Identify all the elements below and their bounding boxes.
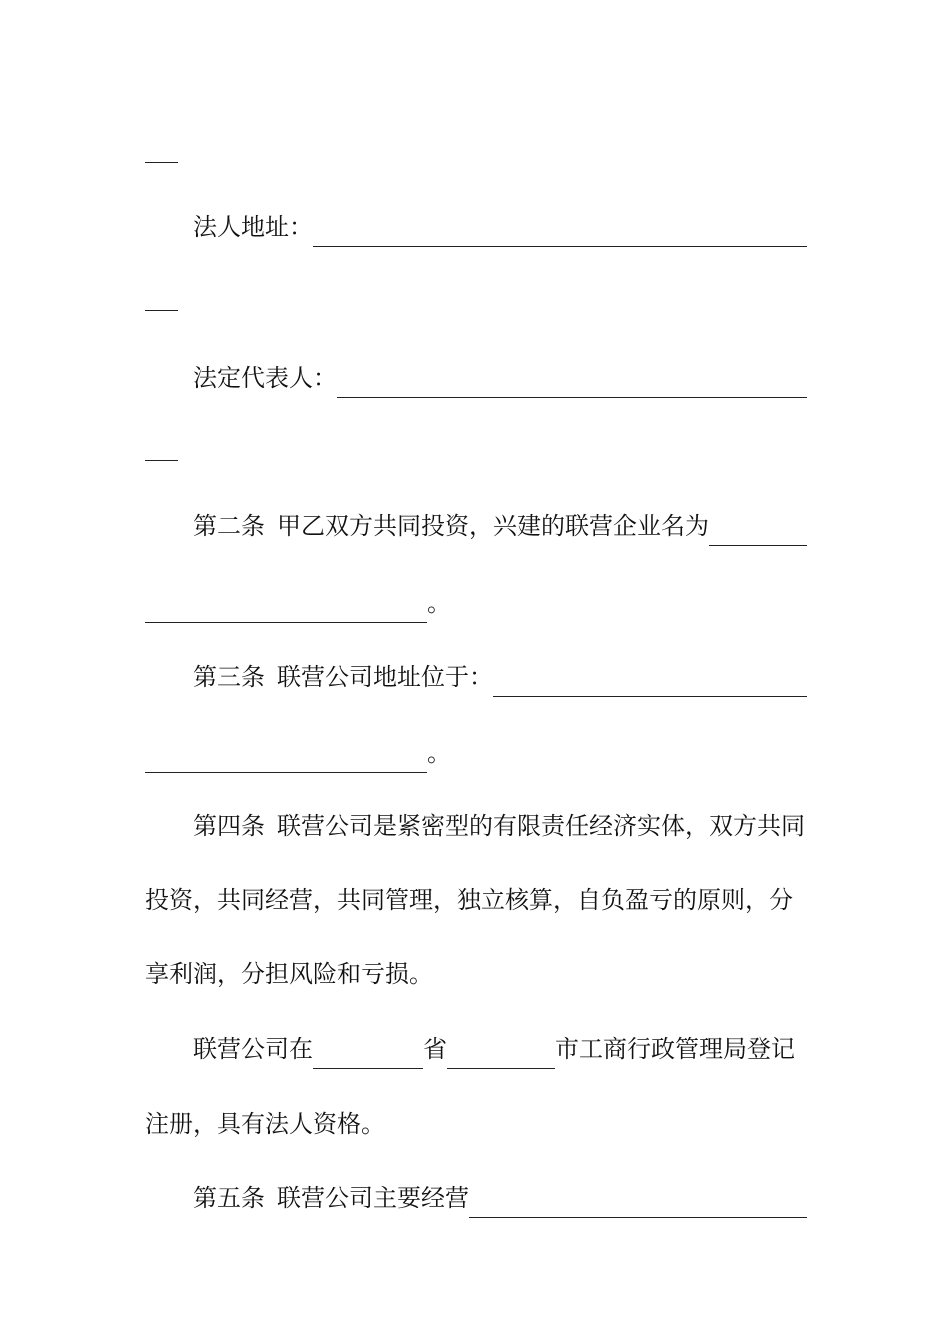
city-blank: [447, 1040, 555, 1069]
article-5-line-1: [193, 1178, 807, 1218]
legal-rep-label: 法定代表人：: [193, 364, 337, 392]
article-4-text-1: 联营公司是紧密型的有限责任经济实体，双方共同: [277, 812, 805, 840]
article-2-period: 。: [427, 589, 451, 617]
enterprise-name-blank-cont: [145, 594, 427, 623]
registration-line-2: [145, 1104, 807, 1144]
article-3-text: 联营公司地址位于：: [277, 663, 493, 691]
article-4-text-3: 享利润，分担风险和亏损。: [145, 960, 433, 988]
business-scope-blank: [469, 1189, 807, 1218]
registration-text-b: 省: [423, 1035, 447, 1063]
blank-line-stub: [145, 434, 178, 461]
article-4-text-2: 投资，共同经营，共同管理，独立核算，自负盈亏的原则，分: [145, 886, 793, 914]
article-3-line-1: [193, 657, 807, 697]
article-3-heading: 第三条: [193, 663, 265, 691]
province-blank: [313, 1040, 423, 1069]
company-address-blank-cont: [145, 744, 427, 773]
enterprise-name-blank: [709, 517, 807, 546]
article-4-line-1: [193, 806, 807, 846]
legal-address-blank: [313, 218, 807, 247]
legal-rep-blank: [337, 369, 807, 398]
article-4-line-3: [145, 954, 807, 994]
article-2-heading: 第二条: [193, 512, 265, 540]
article-5-text: 联营公司主要经营: [277, 1184, 469, 1212]
article-2-line-1: [193, 506, 807, 546]
legal-address-label: 法人地址：: [193, 213, 313, 241]
registration-line-1: [193, 1029, 807, 1069]
blank-line-stub: [145, 284, 178, 311]
legal-address-line: [193, 207, 807, 247]
registration-text-c: 市工商行政管理局登记: [555, 1035, 795, 1063]
article-2-line-2: [145, 583, 807, 623]
article-2-text: 甲乙双方共同投资，兴建的联营企业名为: [277, 512, 709, 540]
registration-text-d: 注册，具有法人资格。: [145, 1110, 385, 1138]
legal-rep-line: [193, 358, 807, 398]
article-4-heading: 第四条: [193, 812, 265, 840]
article-4-line-2: [145, 880, 807, 920]
registration-text-a: 联营公司在: [193, 1035, 313, 1063]
blank-line-stub: [145, 136, 178, 163]
article-3-line-2: [145, 733, 807, 773]
article-5-heading: 第五条: [193, 1184, 265, 1212]
article-3-period: 。: [427, 739, 451, 767]
company-address-blank: [493, 668, 807, 697]
